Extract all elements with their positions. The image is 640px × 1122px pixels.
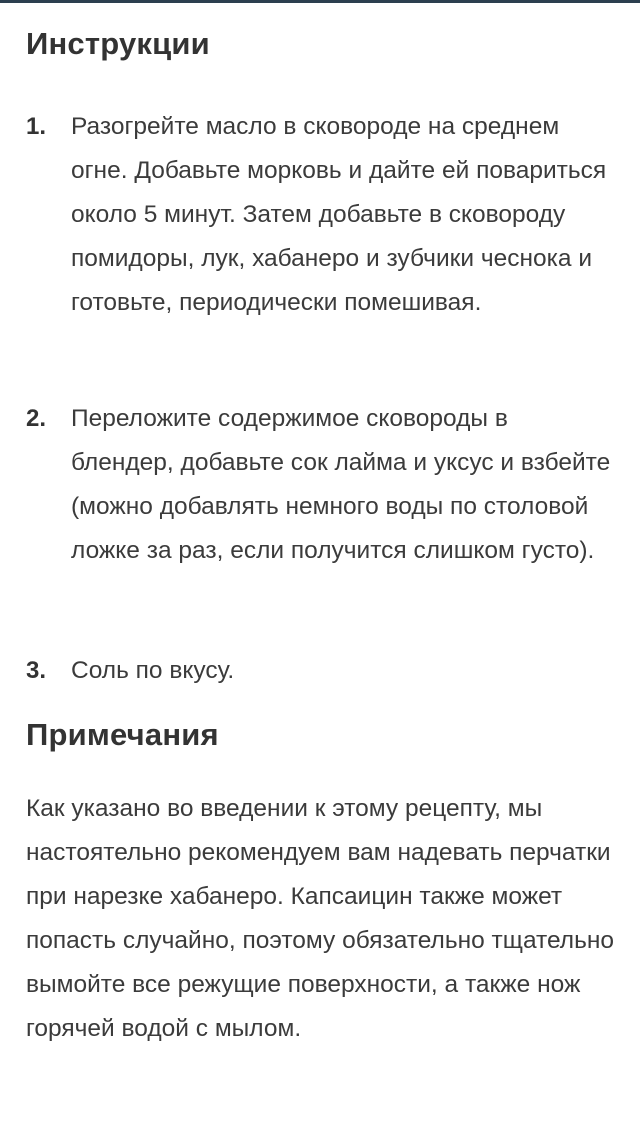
notes-heading: Примечания <box>26 717 219 752</box>
step-number: 1. <box>26 113 47 140</box>
top-divider <box>0 0 640 3</box>
step-text: Соль по вкусу. <box>71 657 235 684</box>
notes-paragraph: Как указано во введении к этому рецепту, мы настоятельно рекомендуем вам надевать перчатки при нарезке хабанеро. Капсаицин также может попасть случайно, поэтому обязательно тщательно вымойте все режущие поверхности, а также нож горячей водой с мылом. <box>26 795 614 1042</box>
step-text: Переложите содержимое сковороды в блендер, добавьте сок лайма и уксус и взбейте (можно добавлять немного воды по столовой ложке за раз, если получится слишком густо). <box>71 405 611 564</box>
instructions-heading: Инструкции <box>26 26 210 61</box>
step-text: Разогрейте масло в сковороде на среднем огне. Добавьте морковь и дайте ей повариться около 5 минут. Затем добавьте в сковороду помидоры, лук, хабанеро и зубчики чеснока и готовьте, периодически помешивая. <box>71 113 607 316</box>
step-number: 2. <box>26 405 47 432</box>
step-number: 3. <box>26 657 47 684</box>
